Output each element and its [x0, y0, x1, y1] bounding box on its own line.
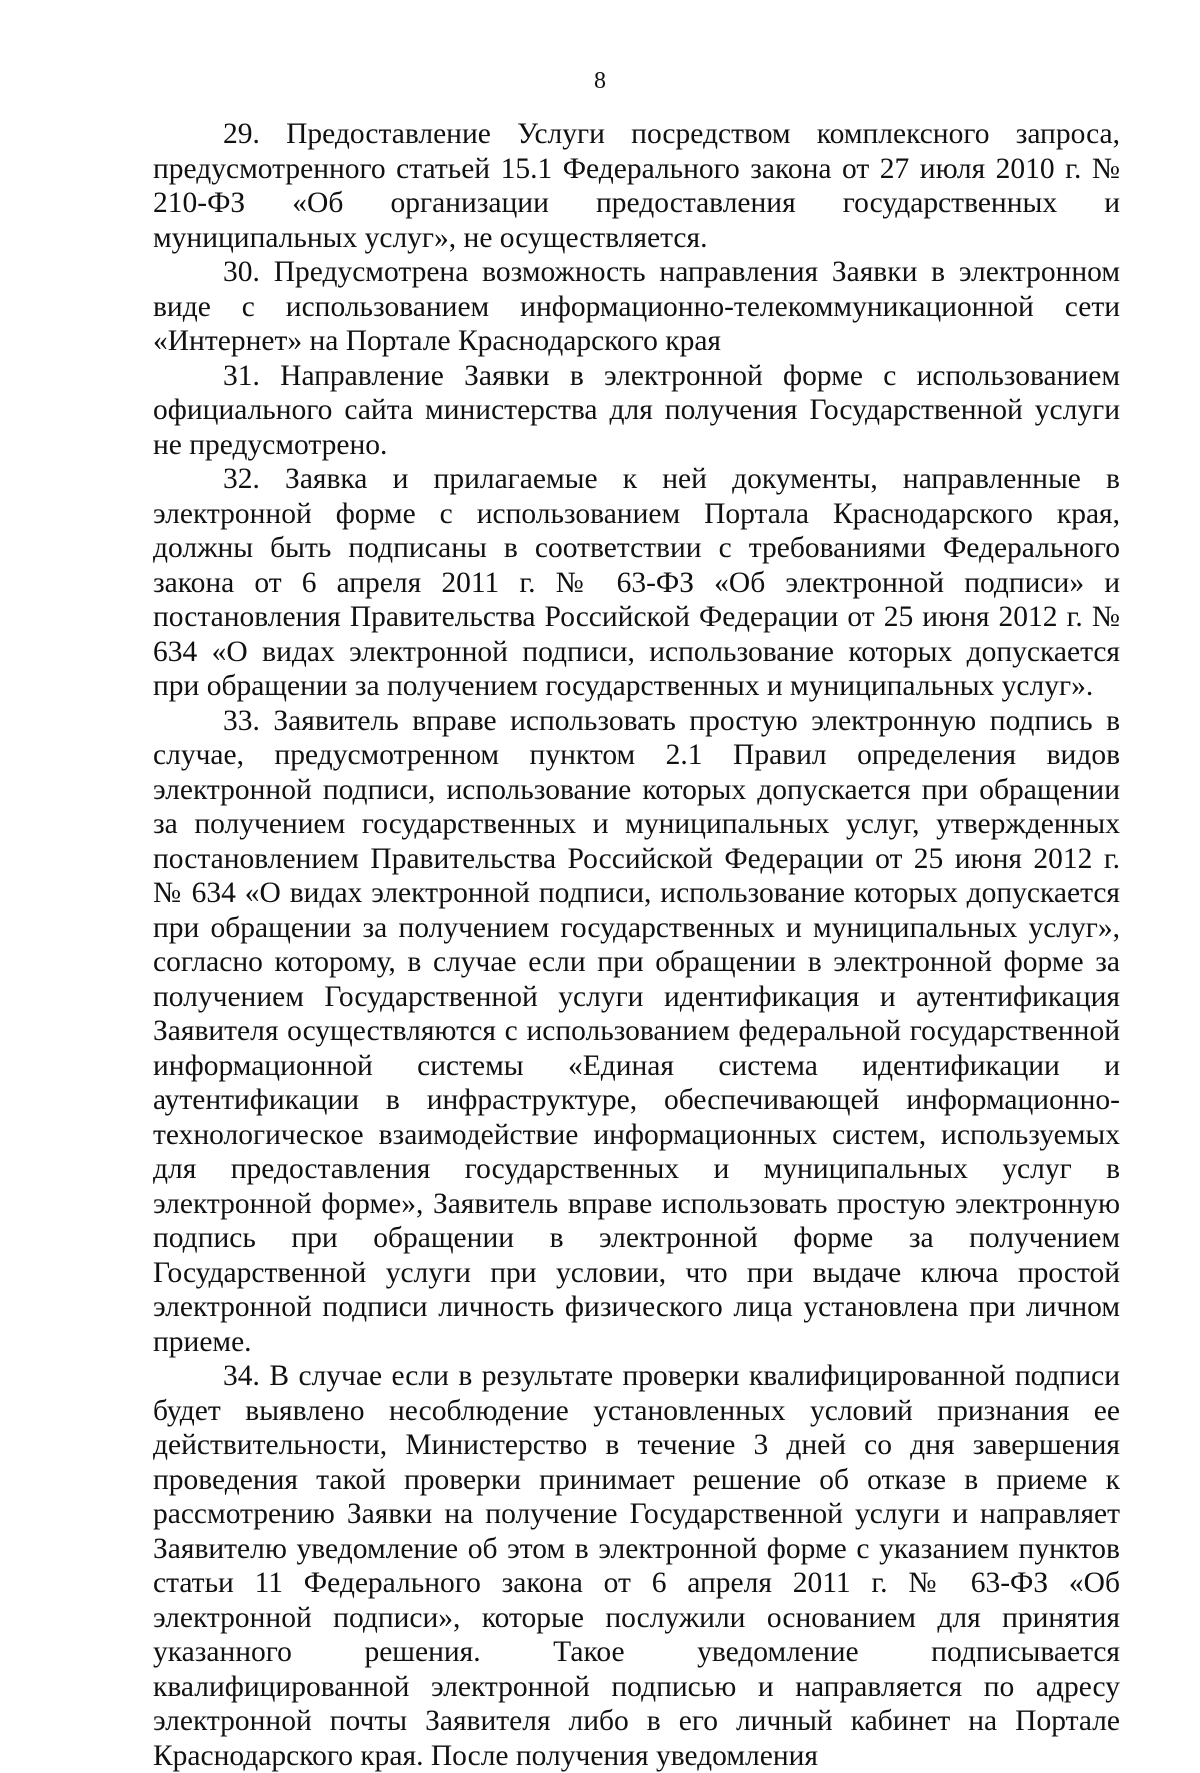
page-number: 8 [594, 68, 606, 94]
paragraph-33: 33. Заявитель вправе использовать простую электронную подпись в случае, предусмотренном пунктом 2.1 Правил определения видов электронной подписи, использование которых допускается при обращении за получением государственных и муниципальных услуг, утвержденных постановлением Правительства Российской Федерации от 25 июня 2012 г. № 634 «О видах электронной подписи, использование которых допускается при обращении за получением государственных и муниципальных услуг», согласно которому, в случае если при обращении в электронной форме за получением Государственной услуги идентификация и аутентификация Заявителя осуществляются с использованием федеральной государственной информационной системы «Единая система идентификации и аутентификации в инфраструктуре, обеспечивающей информационно-технологическое взаимодействие информационных систем, используемых для предоставления государственных и муниципальных услуг в электронной форме», Заявитель вправе использовать простую электронную подпись при обращении в электронной форме за получением Государственной услуги при условии, что при выдаче ключа простой электронной подписи личность физического лица установлена при личном приеме. [153, 704, 1120, 1358]
paragraph-34: 34. В случае если в результате проверки квалифицированной подписи будет выявлено несоблюдение установленных условий признания ее действительности, Министерство в течение 3 дней со дня завершения проведения такой проверки принимает решение об отказе в приеме к рассмотрению Заявки на получение Государственной услуги и направляет Заявителю уведомление об этом в электронной форме с указанием пунктов статьи 11 Федерального закона от 6 апреля 2011 г. № 63-ФЗ «Об электронной подписи», которые послужили основанием для принятия указанного решения. Такое уведомление подписывается квалифицированной электронной подписью и направляется по адресу электронной почты Заявителя либо в его личный кабинет на Портале Краснодарского края. После получения уведомления [153, 1360, 1120, 1772]
paragraph-32: 32. Заявка и прилагаемые к ней документы, направленные в электронной форме с использованием Портала Краснодарского края, должны быть подписаны в соответствии с требованиями Федерального закона от 6 апреля 2011 г. № 63-ФЗ «Об электронной подписи» и постановления Правительства Российской Федерации от 25 июня 2012 г. № 634 «О видах электронной подписи, использование которых допускается при обращении за получением государственных и муниципальных услуг». [153, 463, 1120, 702]
paragraph-30: 30. Предусмотрена возможность направления Заявки в электронном виде с использованием информационно-телекоммуникационной сети «Интернет» на Портале Краснодарского края [153, 256, 1120, 357]
paragraph-29: 29. Предоставление Услуги посредством комплексного запроса, предусмотренного статьей 15.1 Федерального закона от 27 июля 2010 г. № 210-ФЗ «Об организации предоставления государственных и муниципальных услуг», не осуществляется. [153, 118, 1120, 254]
document-body [153, 117, 1120, 1773]
paragraph-31: 31. Направление Заявки в электронной форме с использованием официального сайта министерства для получения Государственной услуги не предусмотрено. [153, 359, 1120, 461]
